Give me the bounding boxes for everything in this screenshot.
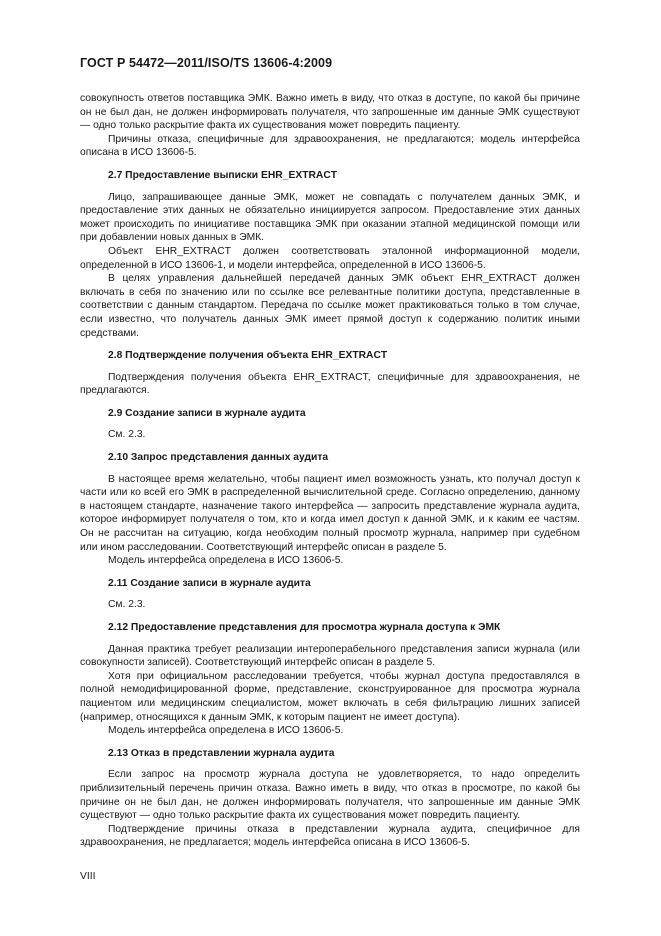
section-heading-2-11: 2.11 Создание записи в журнале аудита bbox=[108, 577, 311, 589]
paragraph: Модель интерфейса определена в ИСО 13606-5. bbox=[108, 555, 344, 567]
paragraph: Лицо, запрашивающее данные ЭМК, может не совпадать с получателем данных ЭМК, и предоставление этих данных не обязательно инициируется запросом. Предоставление этих данных может происходить по инициативе поставщика ЭМК при оказании этапной медицинской помощи или при добавлении новых данных в ЭМК. bbox=[80, 191, 580, 244]
paragraph: Если запрос на просмотр журнала доступа не удовлетворяется, то надо определить приблизительный перечень причин отказа. Важно иметь в виду, что отказ в просмотре, по какой бы причине он не был дан, не должен информировать получателя, что запрошенные им данные ЭМК существуют — одно только раскрытие факта их существования может повредить пациенту. bbox=[80, 769, 580, 822]
paragraph: См. 2.3. bbox=[108, 429, 146, 441]
section-heading-2-10: 2.10 Запрос представления данных аудита bbox=[108, 452, 329, 464]
section-heading-2-8: 2.8 Подтверждение получения объекта EHR_EXTRACT bbox=[108, 350, 388, 362]
paragraph: В целях управления дальнейшей передачей данных ЭМК объект EHR_EXTRACT должен включать в себя по значению или по ссылке все релевантные политики доступа, представленные в соответствии с данным стандартом. Передача по ссылке может практиковаться только в том случае, если известно, что получатель данных ЭМК имеет прямой доступ к содержанию политик иными средствами. bbox=[80, 273, 580, 339]
page-content bbox=[80, 92, 580, 850]
section-heading-2-9: 2.9 Создание записи в журнале аудита bbox=[108, 407, 306, 419]
paragraph: См. 2.3. bbox=[108, 599, 146, 611]
paragraph: Хотя при официальном расследовании требуется, чтобы журнал доступа предоставлялся в полной немодифицированной форме, представление, сконструированное для просмотра журнала пациентом или медицинским специалистом, может включать в себя фильтрацию лишних записей (например, относящихся к данным ЭМК, к которым пациент не имеет доступа). bbox=[80, 670, 580, 723]
section-heading-2-13: 2.13 Отказ в представлении журнала аудита bbox=[108, 747, 335, 759]
section-heading-2-7: 2.7 Предоставление выписки EHR_EXTRACT bbox=[108, 169, 338, 181]
paragraph: Модель интерфейса определена в ИСО 13606-5. bbox=[108, 725, 344, 737]
paragraph: Данная практика требует реализации интероперабельного представления записи журнала (или совокупности записей). Соответствующий интерфейс описан в разделе 5. bbox=[80, 643, 580, 669]
paragraph: совокупность ответов поставщика ЭМК. Важно иметь в виду, что отказ в доступе, по какой бы причине он не был дан, не должен информировать получателя, что запрошенные им данные ЭМК существуют — одно только раскрытие факта их существования может повредить пациенту. bbox=[80, 93, 580, 132]
section-heading-2-12: 2.12 Предоставление представления для просмотра журнала доступа к ЭМК bbox=[108, 622, 501, 633]
paragraph: В настоящее время желательно, чтобы пациент имел возможность узнать, кто получал доступ к части или ко всей его ЭМК в распределенной вычислительной среде. Согласно определению, данному в настоящем стандарте, назначение такого интерфейса — запросить представление журнала аудита, которое информирует получателя о том, кто и когда имел доступ к данной ЭМК, и к каким ее частям. Он не рассчитан на ситуацию, когда необходим полный просмотр журнала, например при судебном или ином расследовании. Соответствующий интерфейс описан в разделе 5. bbox=[80, 473, 580, 553]
paragraph: Причины отказа, специфичные для здравоохранения, не предлагаются; модель интерфейса описана в ИСО 13606-5. bbox=[80, 133, 580, 159]
running-header: ГОСТ Р 54472—2011/ISO/TS 13606-4:2009 bbox=[80, 56, 333, 70]
page-number: VIII bbox=[80, 871, 96, 882]
paragraph: Объект EHR_EXTRACT должен соответствовать эталонной информационной модели, определенной в ИСО 13606-1, и модели интерфейса, определенной в ИСО 13606-5. bbox=[80, 245, 580, 271]
paragraph: Подтверждение причины отказа в представлении журнала аудита, специфичное для здравоохранения, не предлагается; модель интерфейса описана в ИСО 13606-5. bbox=[80, 823, 580, 849]
paragraph: Подтверждения получения объекта EHR_EXTRACT, специфичные для здравоохранения, не предлагаются. bbox=[80, 371, 580, 397]
